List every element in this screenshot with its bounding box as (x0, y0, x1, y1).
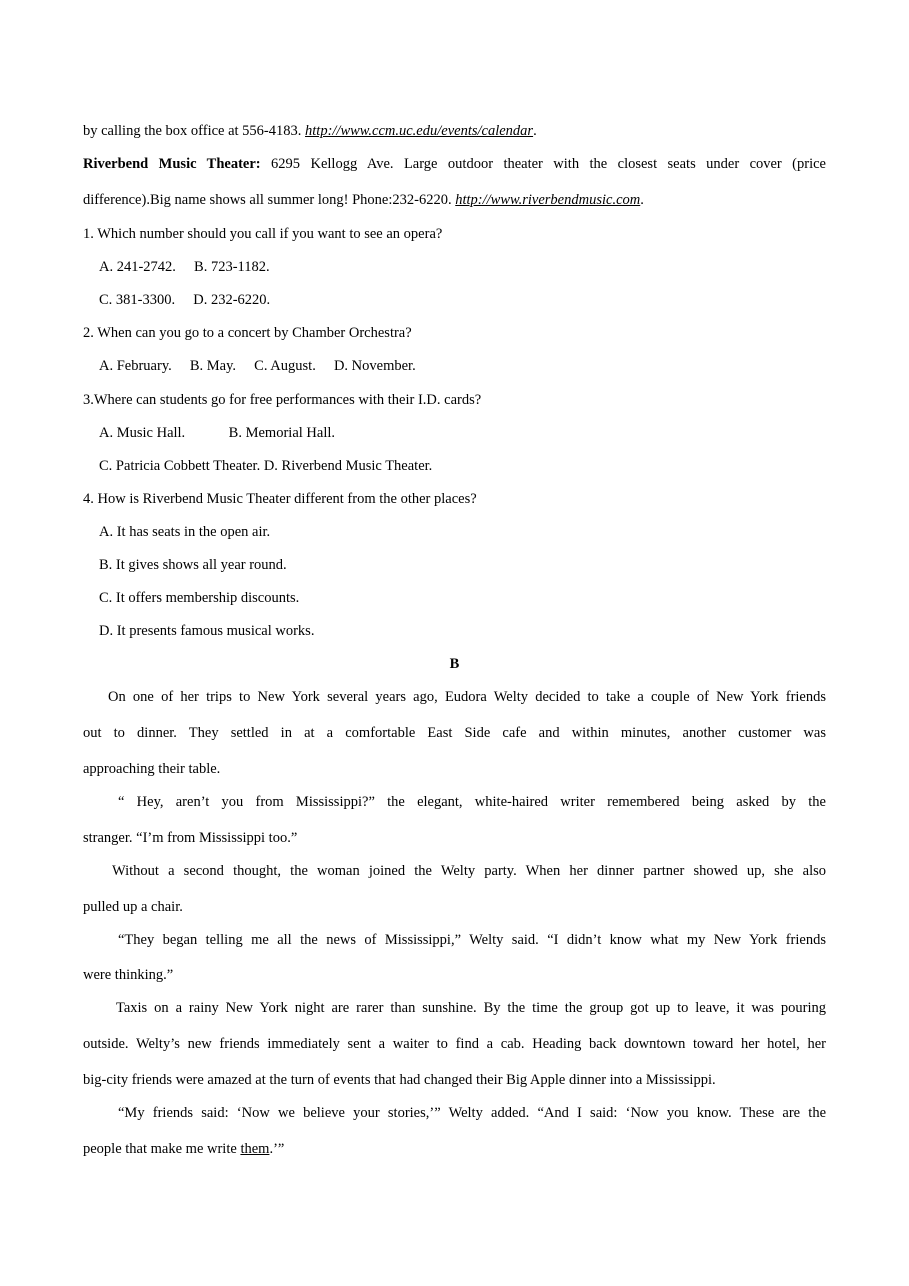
box-office-line (83, 122, 537, 140)
riverbend-phone: difference).Big name shows all summer long! Phone:232-6220. (83, 192, 456, 208)
riverbend-line-2 (83, 191, 644, 209)
passage-line: out to dinner. They settled in at a comfortable East Side cafe and within minutes, another customer was (83, 725, 826, 741)
box-office-text: by calling the box office at 556-4183. (83, 123, 306, 139)
passage-line: approaching their table. (83, 761, 221, 777)
passage-line: were thinking.” (83, 967, 174, 983)
passage-last-line (83, 1140, 284, 1158)
question-3-options-2: C. Patricia Cobbett Theater. D. Riverbend Music Theater. (99, 458, 433, 474)
passage-line: pulled up a chair. (83, 899, 183, 915)
question-3-stem: 3.Where can students go for free performances with their I.D. cards? (83, 392, 482, 408)
passage-line: “They began telling me all the news of Mississippi,” Welty said. “I didn’t know what my New York friends (118, 932, 826, 948)
question-4-option-a: A. It has seats in the open air. (99, 524, 271, 540)
period: . (533, 123, 537, 139)
passage-line: Without a second thought, the woman joined the Welty party. When her dinner partner showed up, she also (112, 863, 826, 879)
question-1-stem: 1. Which number should you call if you want to see an opera? (83, 226, 443, 242)
question-2-stem: 2. When can you go to a concert by Chamber Orchestra? (83, 325, 412, 341)
riverbend-label: Riverbend Music Theater: (83, 156, 261, 172)
question-4-option-c: C. It offers membership discounts. (99, 590, 300, 606)
passage-text: .’” (269, 1141, 285, 1157)
passage-line: stranger. “I’m from Mississippi too.” (83, 830, 298, 846)
question-4-stem: 4. How is Riverbend Music Theater different from the other places? (83, 491, 477, 507)
passage-line: On one of her trips to New York several years ago, Eudora Welty decided to take a couple of New York friends (108, 689, 826, 705)
riverbend-line-1 (83, 155, 826, 173)
riverbend-link[interactable]: http://www.riverbendmusic.com (455, 192, 641, 208)
question-4-option-b: B. It gives shows all year round. (99, 557, 287, 573)
passage-text: people that make me write (83, 1141, 241, 1157)
ccm-calendar-link[interactable]: http://www.ccm.uc.edu/events/calendar (305, 123, 534, 139)
passage-line: outside. Welty’s new friends immediately sent a waiter to find a cab. Heading back downtown toward her hotel, her (83, 1036, 826, 1052)
passage-line: “My friends said: ‘Now we believe your stories,’” Welty added. “And I said: ‘Now you know. These are the (118, 1105, 826, 1121)
period: . (640, 192, 644, 208)
passage-line: Taxis on a rainy New York night are rarer than sunshine. By the time the group got up to leave, it was pouring (116, 1000, 826, 1016)
question-4-option-d: D. It presents famous musical works. (99, 623, 315, 639)
section-b-heading: B (449, 656, 460, 672)
question-3-options-1: A. Music Hall. B. Memorial Hall. (99, 425, 336, 441)
riverbend-text: 6295 Kellogg Ave. Large outdoor theater with the closest seats under cover (price (260, 156, 826, 172)
underlined-word: them (240, 1141, 270, 1157)
question-1-options-2: C. 381-3300. D. 232-6220. (99, 292, 271, 308)
passage-line: big-city friends were amazed at the turn of events that had changed their Big Apple dinner into a Mississippi. (83, 1072, 716, 1088)
passage-line: “ Hey, aren’t you from Mississippi?” the elegant, white-haired writer remembered being asked by the (118, 794, 826, 810)
question-1-options-1: A. 241-2742. B. 723-1182. (99, 259, 270, 275)
question-2-options-1: A. February. B. May. C. August. D. November. (99, 358, 416, 374)
